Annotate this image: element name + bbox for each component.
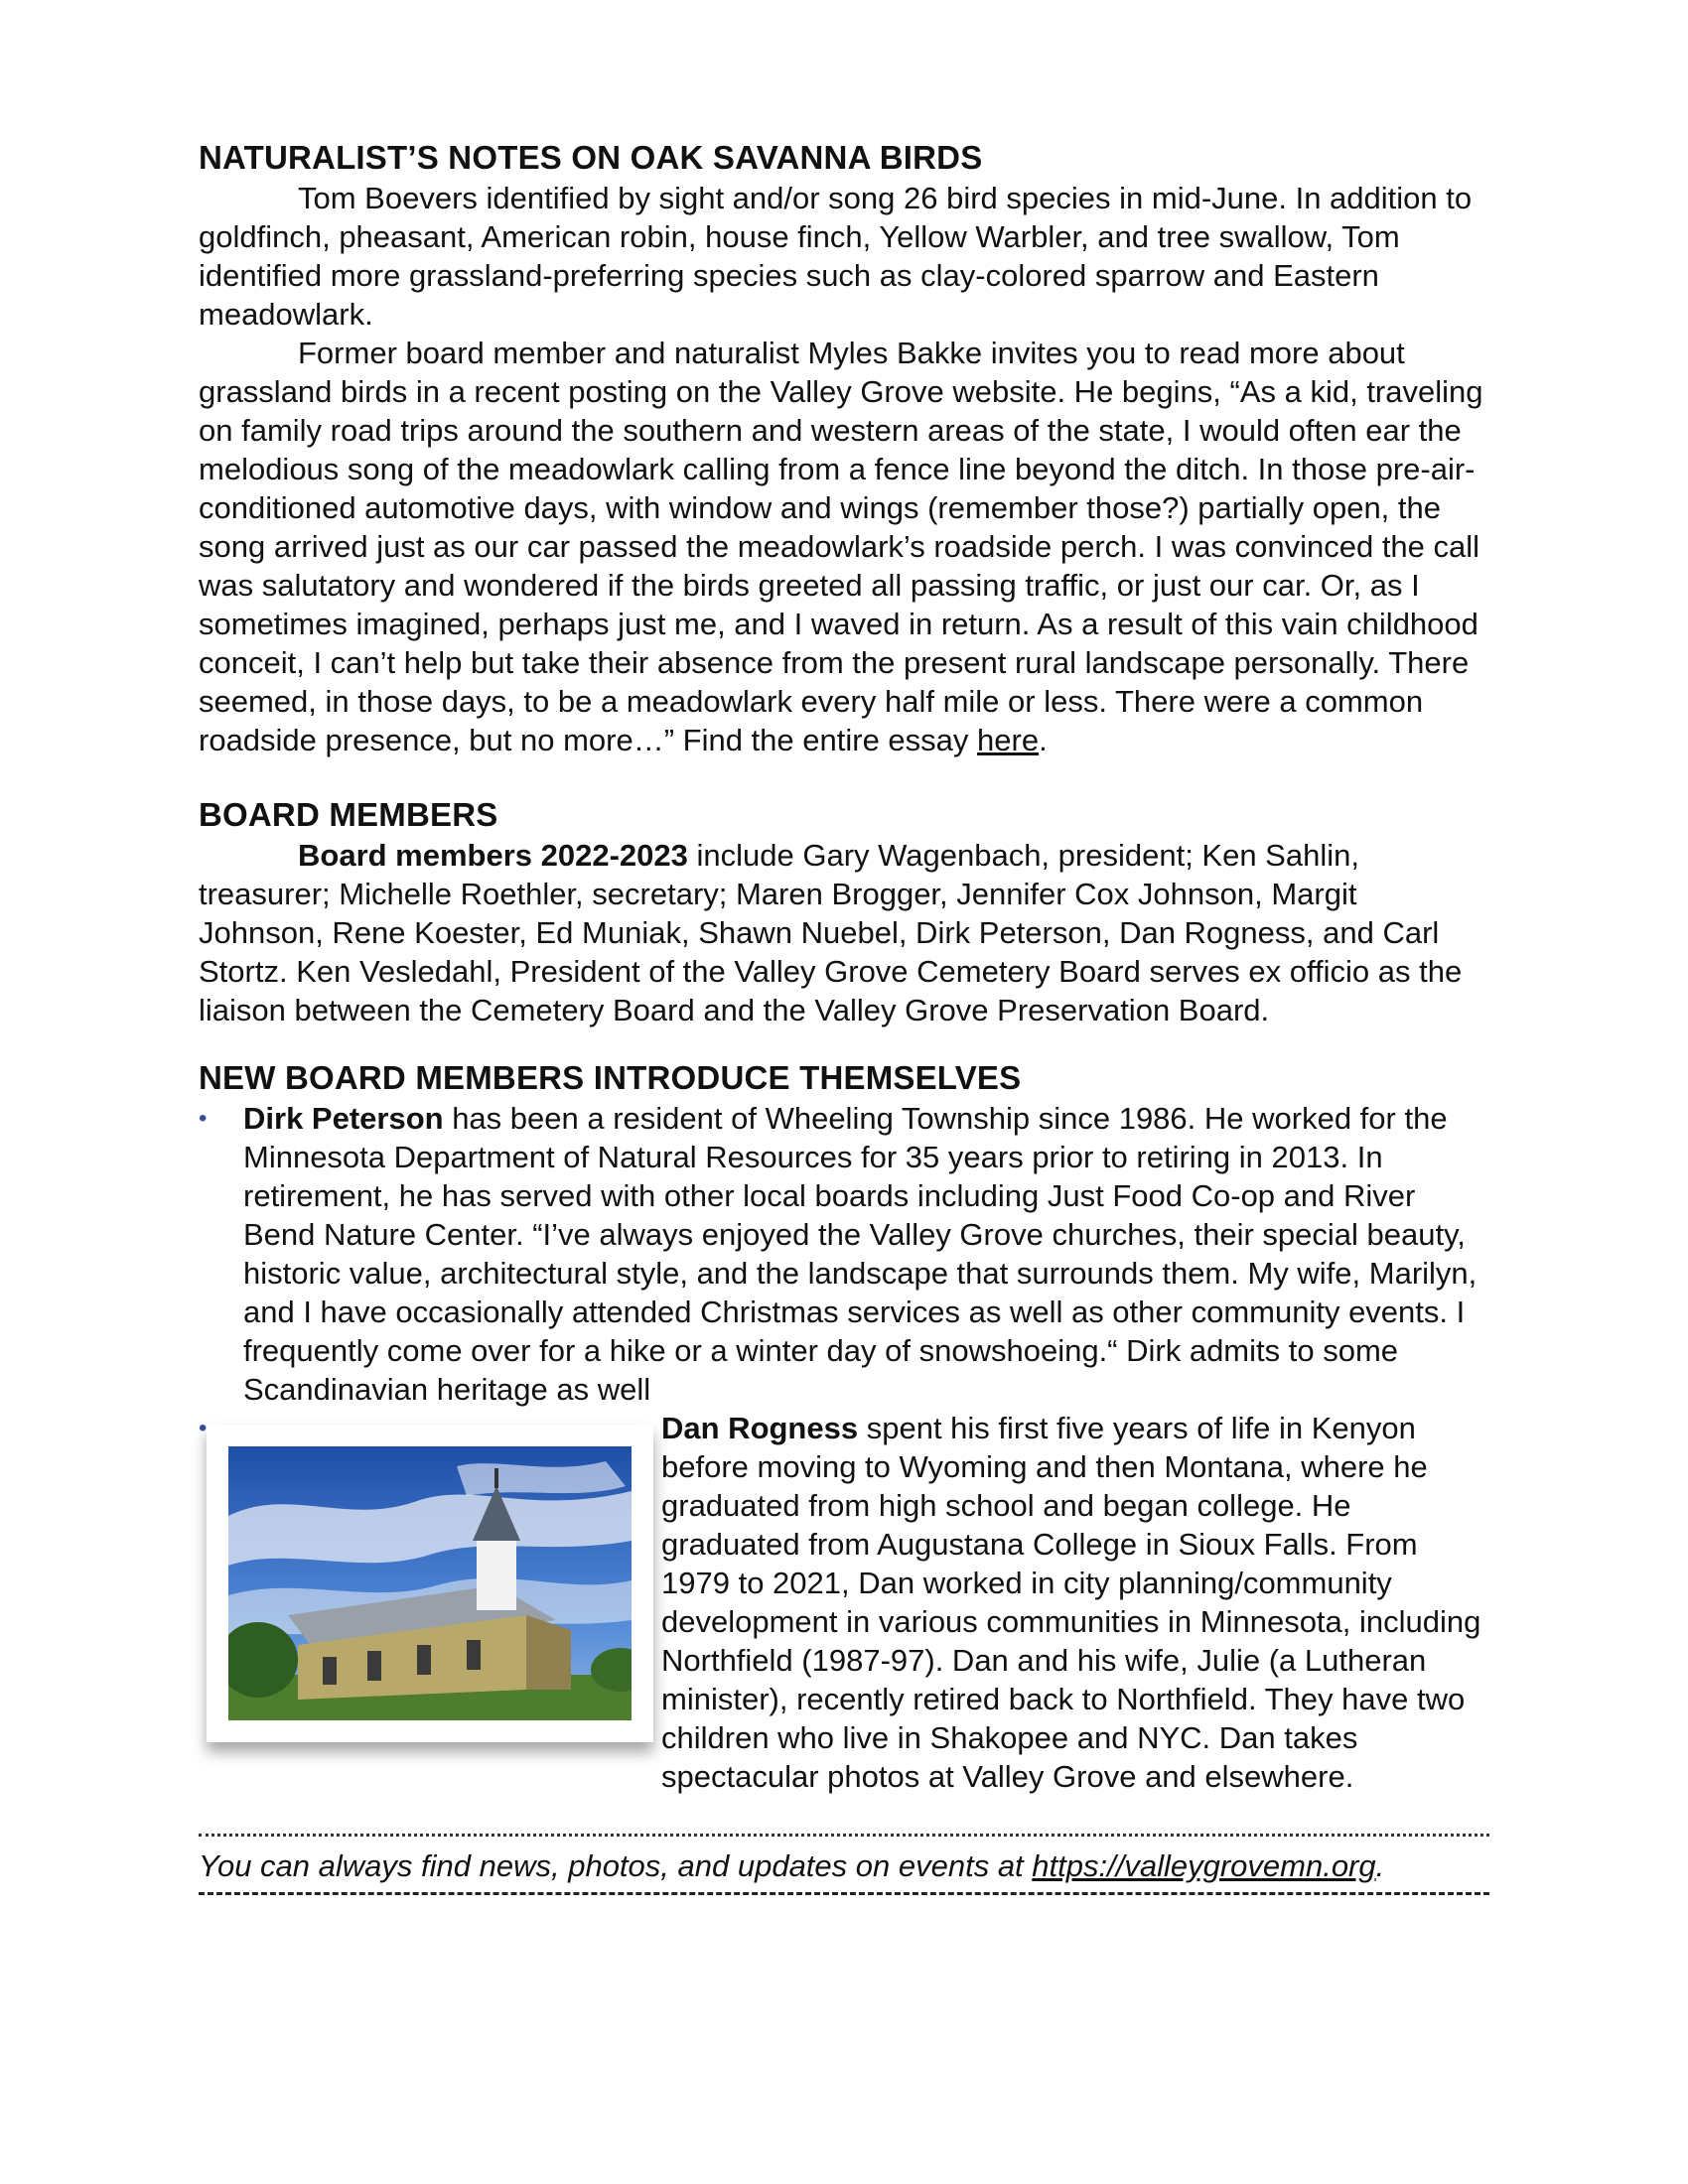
naturalist-paragraph-2 — [199, 334, 1489, 759]
dirk-name: Dirk Peterson — [243, 1101, 444, 1136]
dan-bio: spent his first five years of life in Kenyon before moving to Wyoming and then Montana, where he graduated from high school and began college. He graduated from Augustana College in Sioux Falls. From 1979 to 2021, Dan worked in city planning/community development in various communities in Minnesota, including Northfield (1987-97). Dan and his wife, Julie (a Lutheran minister), recently retired back to Northfield. They have two children who live in Shakopee and NYC. Dan takes spectacular photos at Valley Grove and elsewhere. — [661, 1411, 1481, 1794]
new-members-heading: NEW BOARD MEMBERS INTRODUCE THEMSELVES — [199, 1059, 1022, 1096]
new-members-list — [199, 1099, 1489, 1796]
dan-name: Dan Rogness — [661, 1411, 859, 1445]
photo-frame — [207, 1425, 653, 1742]
list-item-dan — [199, 1409, 1489, 1796]
footer-note — [199, 1846, 1489, 1886]
naturalist-paragraph-2-text: Former board member and naturalist Myles Bakke invites you to read more about grassland birds in a recent posting on the Valley Grove website. He begins, “As a kid, traveling on family road trips around the southern and western areas of the state, I would often ear the melodious song of the meadowlark calling from a fence line beyond the ditch. In those pre-air-conditioned automotive days, with window and wings (remember those?) partially open, the song arrived just as our car passed the meadowlark’s roadside perch. I was convinced the call was salutatory and wondered if the birds greeted all passing traffic, or just our car. Or, as I sometimes imagined, perhaps just me, and I waved in return. As a result of this vain childhood conceit, I can’t help but take their absence from the present rural landscape personally. There seemed, in those days, to be a meadowlark every half mile or less. There were a common roadside presence, but no more…” Find the entire essay — [199, 336, 1483, 757]
newsletter-page — [199, 137, 1489, 1895]
naturalist-paragraph-2-end: . — [1039, 723, 1048, 757]
board-text: include Gary Wagenbach, president; Ken Sahlin, treasurer; Michelle Roethler, secretary; Maren Brogger, Jennifer Cox Johnson, Margit Johnson, Rene Koester, Ed Muniak, Shawn Nuebel, Dirk Peterson, Dan Rogness, and Carl Stortz. Ken Vesledahl, President of the Valley Grove Cemetery Board serves ex officio as the liaison between the Cemetery Board and the Valley Grove Preservation Board. — [199, 838, 1463, 1027]
naturalist-heading: NATURALIST’S NOTES ON OAK SAVANNA BIRDS — [199, 139, 983, 176]
essay-link[interactable]: here — [977, 723, 1040, 757]
bullet-icon: • — [199, 1415, 208, 1441]
church-image — [228, 1446, 632, 1720]
bullet-icon: • — [199, 1105, 208, 1132]
board-heading: BOARD MEMBERS — [199, 796, 498, 833]
footer-dotted-divider — [199, 1834, 1489, 1837]
footer-text: You can always find news, photos, and updates on events at — [199, 1848, 1033, 1883]
footer-end: . — [1375, 1848, 1385, 1883]
dan-bio-lead — [858, 1411, 867, 1445]
naturalist-paragraph-1: Tom Boevers identified by sight and/or song 26 bird species in mid-June. In addition to goldfinch, pheasant, American robin, house finch, Yellow Warbler, and tree swallow, Tom identified more grassland-preferring species such as clay-colored sparrow and Eastern meadowlark. — [199, 181, 1473, 332]
board-paragraph — [199, 836, 1489, 1029]
footer-dashed-divider — [199, 1892, 1489, 1895]
church-photo — [199, 1417, 635, 1764]
dirk-bio: has been a resident of Wheeling Township since 1986. He worked for the Minnesota Department of Natural Resources for 35 years prior to retiring in 2013. In retirement, he has served with other local boards including Just Food Co-op and River Bend Nature Center. “I’ve always enjoyed the Valley Grove churches, their special beauty, historic value, architectural style, and the landscape that surrounds them. My wife, Marilyn, and I have occasionally attended Christmas services as well as other community events. I frequently come over for a hike or a winter day of snowshoeing.“ Dirk admits to some Scandinavian heritage as well — [243, 1101, 1477, 1407]
board-lead: Board members 2022-2023 — [298, 838, 688, 873]
website-link[interactable]: https://valleygrovemn.org — [1032, 1848, 1376, 1883]
list-item-dirk — [199, 1099, 1489, 1409]
